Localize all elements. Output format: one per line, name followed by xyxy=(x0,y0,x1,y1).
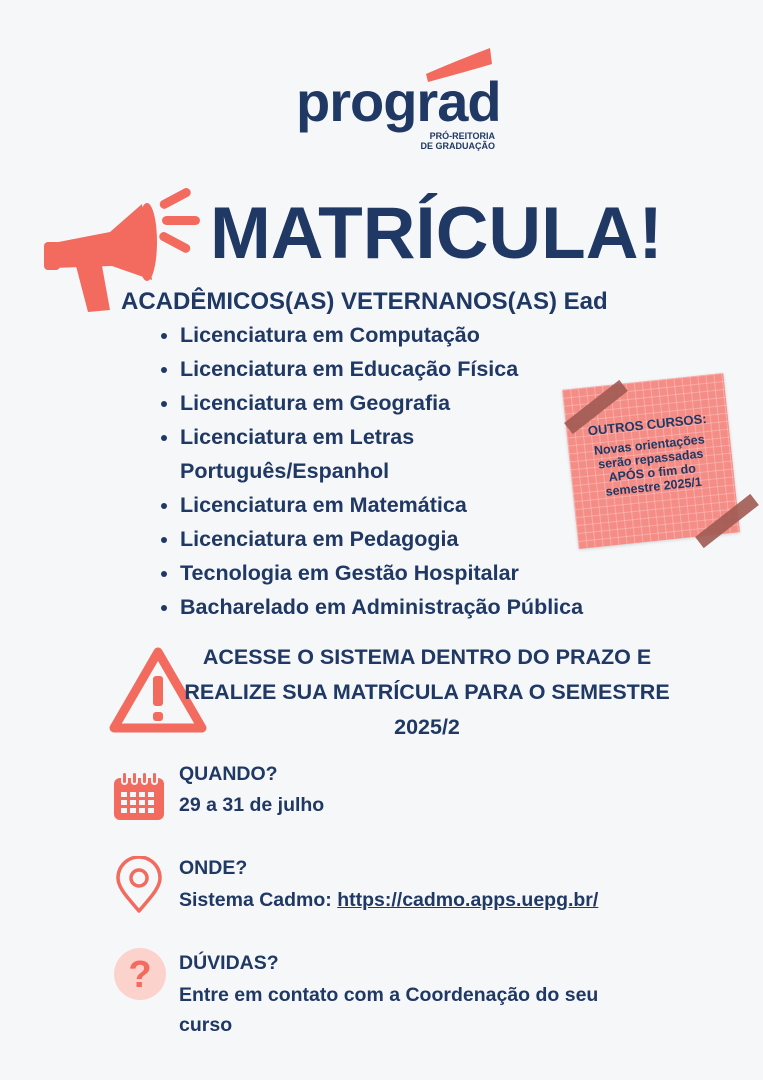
list-item: • Licenciatura em Matemática xyxy=(180,488,650,522)
logo-subtitle xyxy=(405,131,495,151)
list-item: • Licenciatura em Geografia xyxy=(180,386,650,420)
cadmo-link[interactable]: https://cadmo.apps.uepg.br/ xyxy=(337,889,599,911)
note-title: OUTROS CURSOS: xyxy=(587,411,708,439)
list-item: • Licenciatura em Letras Português/Espanhol xyxy=(180,420,480,488)
list-item: • Bacharelado em Administração Pública xyxy=(180,590,650,624)
svg-text:?: ? xyxy=(128,954,152,996)
where-prefix: Sistema Cadmo: xyxy=(179,889,338,911)
list-item: • Licenciatura em Educação Física xyxy=(180,352,650,386)
where-label: ONDE? xyxy=(179,857,248,879)
list-item: • Licenciatura em Pedagogia xyxy=(180,522,650,556)
questions-label: DÚVIDAS? xyxy=(179,952,279,974)
where-value xyxy=(179,885,598,915)
location-pin-icon xyxy=(114,856,164,914)
list-item: • Tecnologia em Gestão Hospitalar xyxy=(180,556,650,590)
page-title: MATRÍCULA! xyxy=(210,193,663,274)
question-icon xyxy=(113,947,167,1001)
note-body: Novas orientações serão repassadas APÓS o fim do semestre 2025/1 xyxy=(593,432,706,499)
calendar-icon xyxy=(112,770,166,822)
when-label: QUANDO? xyxy=(179,763,278,785)
list-item: • Licenciatura em Computação xyxy=(180,318,650,352)
subtitle: ACADÊMICOS(AS) VETERNANOS(AS) Ead xyxy=(121,288,608,315)
logo-subtitle-line2: DE GRADUAÇÃO xyxy=(420,141,495,151)
when-value: 29 a 31 de julho xyxy=(179,794,325,816)
warning-message: ACESSE O SISTEMA DENTRO DO PRAZO E REALIZE SUA MATRÍCULA PARA O SEMESTRE 2025/2 xyxy=(184,645,670,739)
logo-wordmark: prograd xyxy=(296,70,501,133)
questions-value: Entre em contato com a Coordenação do seu curso xyxy=(179,984,599,1036)
logo-subtitle-line1: PRÓ-REITORIA xyxy=(429,131,495,141)
